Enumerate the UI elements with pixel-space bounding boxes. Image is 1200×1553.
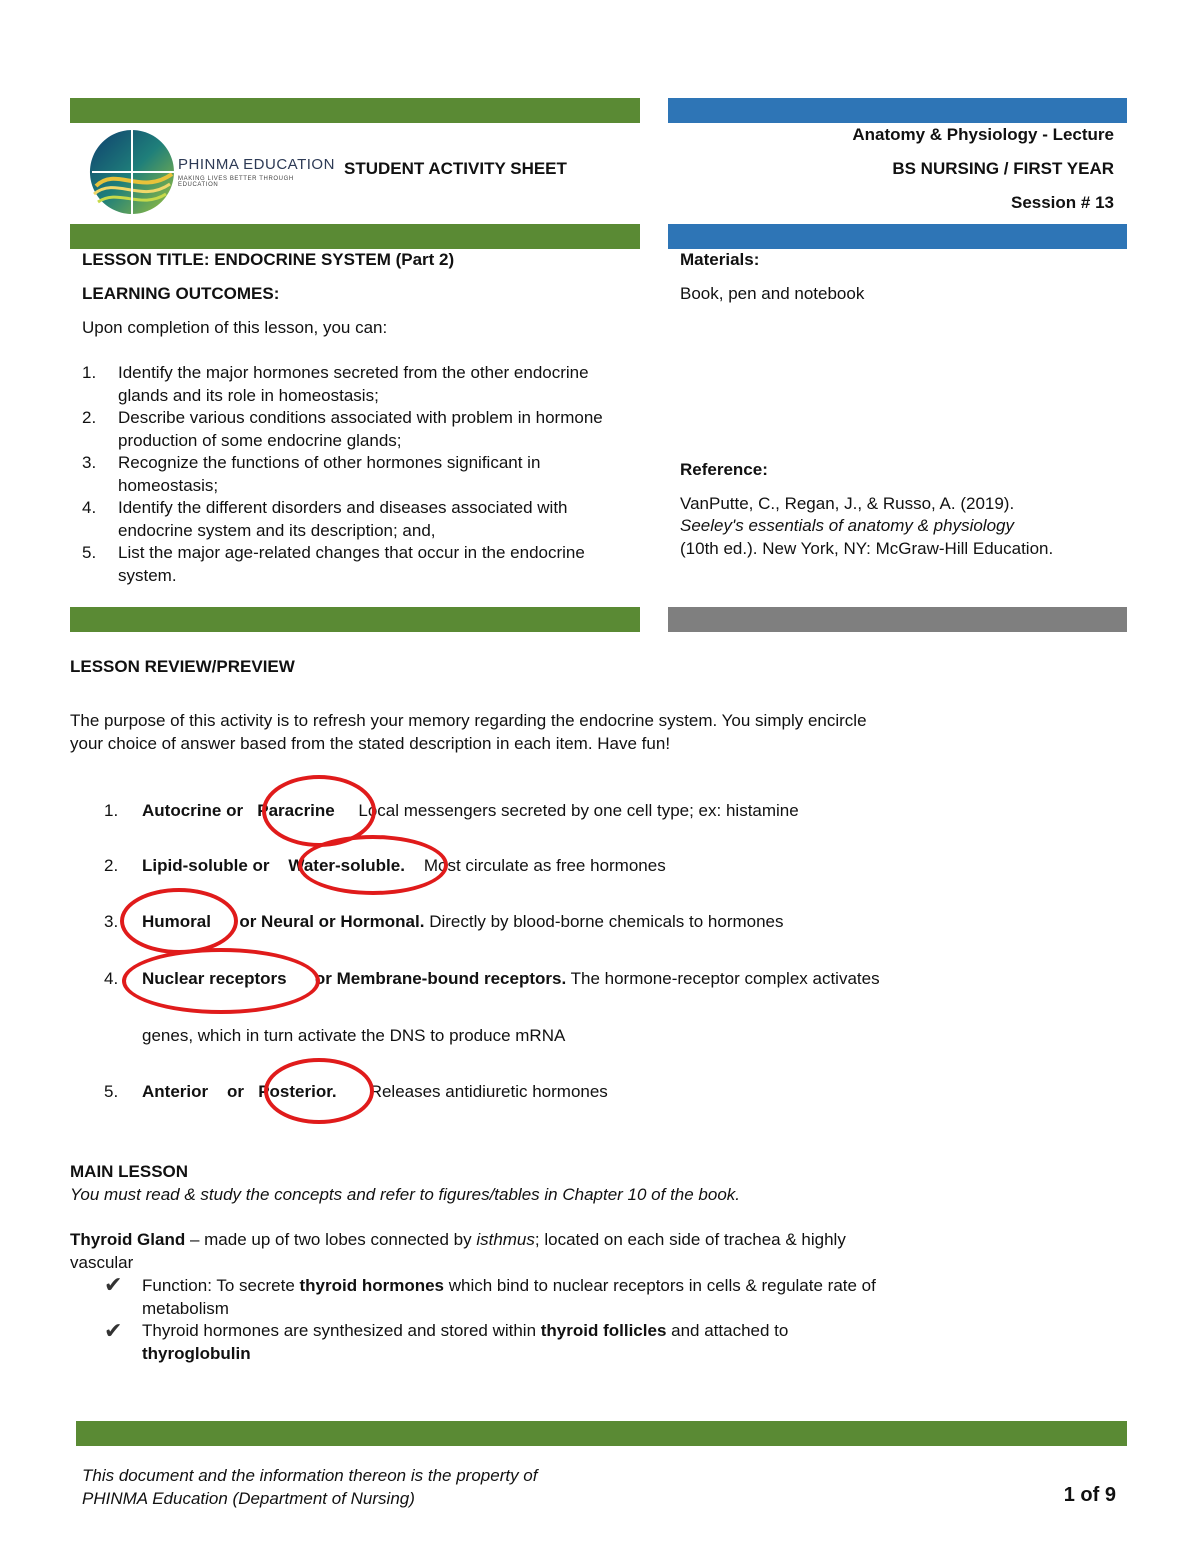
- review-item-3: 3. Humoral or Neural or Hormonal. Directly by blood-borne chemicals to hormones: [104, 912, 784, 931]
- answer-option[interactable]: Water-soluble.: [288, 856, 405, 875]
- answer-circle-4: [122, 948, 320, 1014]
- reference-line1: VanPutte, C., Regan, J., & Russo, A. (2019).: [680, 494, 1015, 513]
- list-item: 5. List the major age-related changes that occur in the endocrine system.: [82, 543, 585, 585]
- header-bar-right-bottom: [668, 224, 1127, 249]
- review-heading: LESSON REVIEW/PREVIEW: [70, 657, 295, 676]
- header-bar-right-top: [668, 98, 1127, 123]
- answer-option[interactable]: Nuclear receptors: [142, 969, 287, 988]
- sheet-title: STUDENT ACTIVITY SHEET: [344, 159, 567, 178]
- reference-line2: Seeley's essentials of anatomy & physiology: [680, 516, 1014, 535]
- bullet-synthesis: Thyroid hormones are synthesized and stored within thyroid follicles and attached to: [142, 1321, 789, 1340]
- review-item-4-continued: genes, which in turn activate the DNS to produce mRNA: [142, 1026, 566, 1045]
- review-intro-line2: your choice of answer based from the stated description in each item. Have fun!: [70, 734, 671, 753]
- thyroid-definition: Thyroid Gland – made up of two lobes connected by isthmus; located on each side of trachea & highly: [70, 1230, 846, 1249]
- learning-outcomes-list: [82, 362, 642, 587]
- materials-text: Book, pen and notebook: [680, 284, 865, 303]
- thyroid-definition-cont: vascular: [70, 1253, 134, 1272]
- answer-circle-3: [120, 888, 238, 954]
- footer-line1: This document and the information thereon is the property of: [82, 1466, 538, 1485]
- materials-heading: Materials:: [680, 250, 760, 269]
- review-item-1: 1. Autocrine or Paracrine Local messengers secreted by one cell type; ex: histamine: [104, 801, 799, 820]
- list-item: 1. Identify the major hormones secreted from the other endocrine glands and its role in homeostasis;: [82, 363, 589, 405]
- footer-bar: [76, 1421, 1127, 1446]
- lesson-title: LESSON TITLE: ENDOCRINE SYSTEM (Part 2): [82, 250, 455, 269]
- session-number: Session # 13: [1010, 193, 1114, 212]
- phinma-logo: [86, 126, 336, 218]
- review-intro-line1: The purpose of this activity is to refresh your memory regarding the endocrine system. You simply encircle: [70, 711, 867, 730]
- reference-line3: (10th ed.). New York, NY: McGraw-Hill Education.: [680, 539, 1054, 558]
- footer-line2: PHINMA Education (Department of Nursing): [82, 1489, 415, 1508]
- answer-option[interactable]: Paracrine: [257, 801, 335, 820]
- list-item: 3. Recognize the functions of other hormones significant in homeostasis;: [82, 453, 541, 495]
- review-item-2: 2. Lipid-soluble or Water-soluble. Most circulate as free hormones: [104, 856, 666, 875]
- program-year: BS NURSING / FIRST YEAR: [892, 159, 1114, 178]
- learning-outcomes-heading: LEARNING OUTCOMES:: [82, 284, 280, 303]
- answer-circle-5: [264, 1058, 374, 1124]
- main-lesson-subheading: You must read & study the concepts and refer to figures/tables in Chapter 10 of the book.: [70, 1185, 741, 1204]
- page-number: 1 of 9: [1063, 1484, 1116, 1506]
- outcomes-intro: Upon completion of this lesson, you can:: [82, 318, 388, 337]
- answer-option[interactable]: Humoral: [142, 912, 211, 931]
- logo-emblem-icon: [86, 126, 178, 218]
- answer-option[interactable]: Posterior.: [258, 1082, 337, 1101]
- main-lesson-heading: MAIN LESSON: [70, 1162, 189, 1181]
- review-item-4: 4. Nuclear receptors or Membrane-bound receptors. The hormone-receptor complex activates: [104, 969, 880, 988]
- header-bar-left-top: [70, 98, 640, 123]
- bullet-synthesis-cont: thyroglobulin: [142, 1344, 251, 1363]
- review-item-5: 5. Anterior or Posterior. Releases antidiuretic hormones: [104, 1082, 608, 1101]
- answer-circle-2: [298, 835, 448, 895]
- reference-heading: Reference:: [680, 460, 768, 479]
- bullet-function: Function: To secrete thyroid hormones which bind to nuclear receptors in cells & regulate rate of: [142, 1276, 876, 1295]
- logo-org-name: PHINMA EDUCATION: [178, 156, 335, 173]
- info-bar-right: [668, 607, 1127, 632]
- check-icon: ✔: [104, 1318, 123, 1343]
- list-item: 4. Identify the different disorders and diseases associated with endocrine system and its description; and,: [82, 498, 568, 540]
- course-name: Anatomy & Physiology - Lecture: [852, 125, 1114, 144]
- check-icon: ✔: [104, 1272, 123, 1297]
- list-item: 2. Describe various conditions associated with problem in hormone production of some endocrine glands;: [82, 408, 603, 450]
- logo-tagline: MAKING LIVES BETTER THROUGH EDUCATION: [178, 176, 294, 188]
- header-bar-left-bottom: [70, 224, 640, 249]
- info-bar-left: [70, 607, 640, 632]
- bullet-function-cont: metabolism: [142, 1299, 229, 1318]
